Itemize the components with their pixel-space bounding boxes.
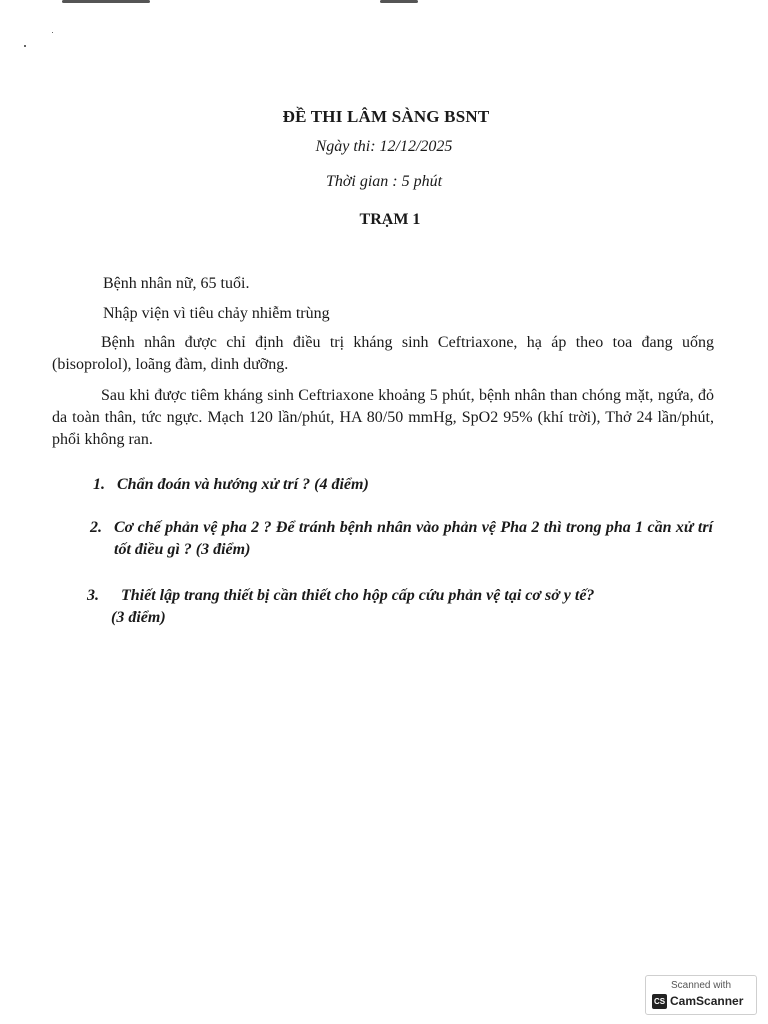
scan-edge-mark <box>380 0 418 3</box>
question-2 <box>90 517 713 561</box>
scan-edge-mark <box>62 0 150 3</box>
question-text: Chẩn đoán và hướng xử trí ? (4 điểm) <box>117 476 369 493</box>
question-text: Thiết lập trang thiết bị cần thiết cho hộp cấp cứu phản vệ tại cơ sở y tế? <box>121 587 595 604</box>
station-heading: TRẠM 1 <box>359 211 421 228</box>
question-3 <box>87 585 713 629</box>
watermark-brand: CamScanner <box>670 994 744 1008</box>
camscanner-watermark <box>645 975 757 1015</box>
exam-title: ĐỀ THI LÂM SÀNG BSNT <box>282 107 490 126</box>
exam-date: Ngày thi: 12/12/2025 <box>315 138 453 155</box>
question-number: 2. <box>90 519 102 536</box>
admission-reason: Nhập viện vì tiêu chảy nhiễm trùng <box>103 305 330 322</box>
question-1 <box>93 474 713 496</box>
question-text: Cơ chế phản vệ pha 2 ? Để tránh bệnh nhân vào phản vệ Pha 2 thì trong pha 1 cần xử trí tốt điều gì ? (3 điểm) <box>114 519 713 558</box>
treatment-paragraph: Bệnh nhân được chỉ định điều trị kháng sinh Ceftriaxone, hạ áp theo toa đang uống (bisoprolol), loãng đàm, dinh dưỡng. <box>52 334 714 373</box>
watermark-caption: Scanned with <box>670 980 732 991</box>
question-points: (3 điểm) <box>111 609 166 626</box>
scan-speck <box>24 45 26 47</box>
event-paragraph: Sau khi được tiêm kháng sinh Ceftriaxone khoảng 5 phút, bệnh nhân than chóng mặt, ngứa, đỏ da toàn thân, tức ngực. Mạch 120 lần/phút, HA 80/50 mmHg, SpO2 95% (khí trời), Thở 24 lần/phút, phổi không ran. <box>52 387 714 448</box>
patient-info: Bệnh nhân nữ, 65 tuổi. <box>103 275 250 292</box>
exam-duration: Thời gian : 5 phút <box>325 173 443 190</box>
question-number: 1. <box>93 476 105 493</box>
camscanner-logo-icon: CS <box>652 994 667 1009</box>
question-number: 3. <box>87 587 99 604</box>
scan-speck <box>52 32 53 33</box>
